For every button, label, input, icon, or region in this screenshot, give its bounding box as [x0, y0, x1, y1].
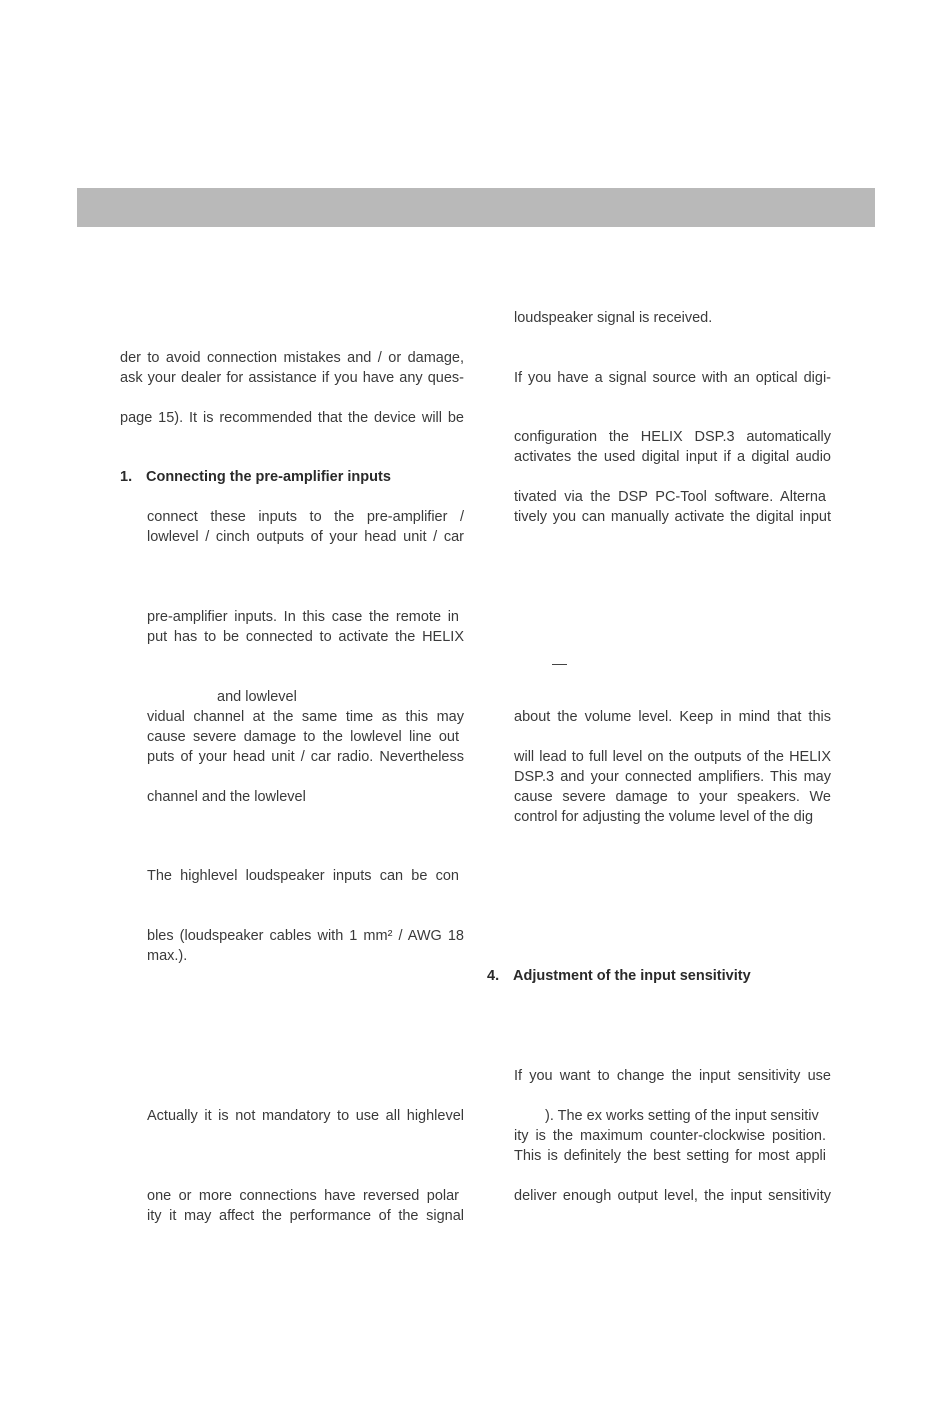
body-text-line: tively you can manually activate the digital input [514, 509, 831, 525]
body-text-line: ity it may affect the performance of the signal [147, 1208, 464, 1224]
body-text-line: If you have a signal source with an optical digi- [514, 370, 831, 386]
body-text-line: deliver enough output level, the input sensitivity [514, 1188, 831, 1204]
body-text-line: loudspeaker signal is received. [514, 310, 713, 326]
body-text-line: one or more connections have reversed polar [147, 1188, 459, 1204]
section-header-bar [77, 188, 875, 227]
body-text-line: der to avoid connection mistakes and / or damage, [120, 350, 464, 366]
body-text-line: channel and the lowlevel [147, 789, 306, 805]
body-text-line: about the volume level. Keep in mind that this [514, 709, 831, 725]
section-number: 4. [487, 968, 500, 984]
body-text-line: control for adjusting the volume level of the dig [514, 809, 814, 825]
section-1-heading [120, 468, 391, 486]
body-text-line: cause severe damage to the lowlevel line out [147, 729, 459, 745]
body-text-line: vidual channel at the same time as this may [147, 709, 464, 725]
body-text-line: lowlevel / cinch outputs of your head unit / car [147, 529, 464, 545]
body-text-line: pre-amplifier inputs. In this case the remote in [147, 609, 459, 625]
body-text-line: and lowlevel [217, 689, 297, 705]
body-text-line: configuration the HELIX DSP.3 automatically [514, 429, 831, 445]
body-text-line: DSP.3 and your connected amplifiers. This may [514, 769, 831, 785]
body-text-line: put has to be connected to activate the HELIX [147, 629, 464, 645]
body-text-line: will lead to full level on the outputs of the HELIX [514, 749, 831, 765]
section-title: Connecting the pre-amplifier inputs [146, 469, 391, 485]
dash-mark [552, 664, 567, 665]
body-text-line: cause severe damage to your speakers. We [514, 789, 831, 805]
section-number: 1. [120, 469, 133, 485]
body-text-line: page 15). It is recommended that the device will be [120, 410, 464, 426]
body-text-line: tivated via the DSP PC-Tool software. Alterna [514, 489, 826, 505]
body-text-line: This is definitely the best setting for most appli [514, 1148, 826, 1164]
section-4-heading [487, 967, 751, 985]
body-text-line: Actually it is not mandatory to use all highlevel [147, 1108, 464, 1124]
body-text-line: ity is the maximum counter-clockwise position. [514, 1128, 826, 1144]
body-text-line: activates the used digital input if a digital audio [514, 449, 831, 465]
body-text-line: bles (loudspeaker cables with 1 mm² / AWG 18 [147, 928, 464, 944]
body-text-line: The highlevel loudspeaker inputs can be con [147, 868, 459, 884]
body-text-line: connect these inputs to the pre-amplifier / [147, 509, 464, 525]
body-text-line: If you want to change the input sensitivity use [514, 1068, 831, 1084]
section-title: Adjustment of the input sensitivity [513, 968, 751, 984]
body-text-line: ask your dealer for assistance if you have any ques- [120, 370, 464, 386]
body-text-line: puts of your head unit / car radio. Nevertheless [147, 749, 464, 765]
body-text-line: max.). [147, 948, 188, 964]
body-text-line: ). The ex works setting of the input sensitiv [545, 1108, 819, 1124]
